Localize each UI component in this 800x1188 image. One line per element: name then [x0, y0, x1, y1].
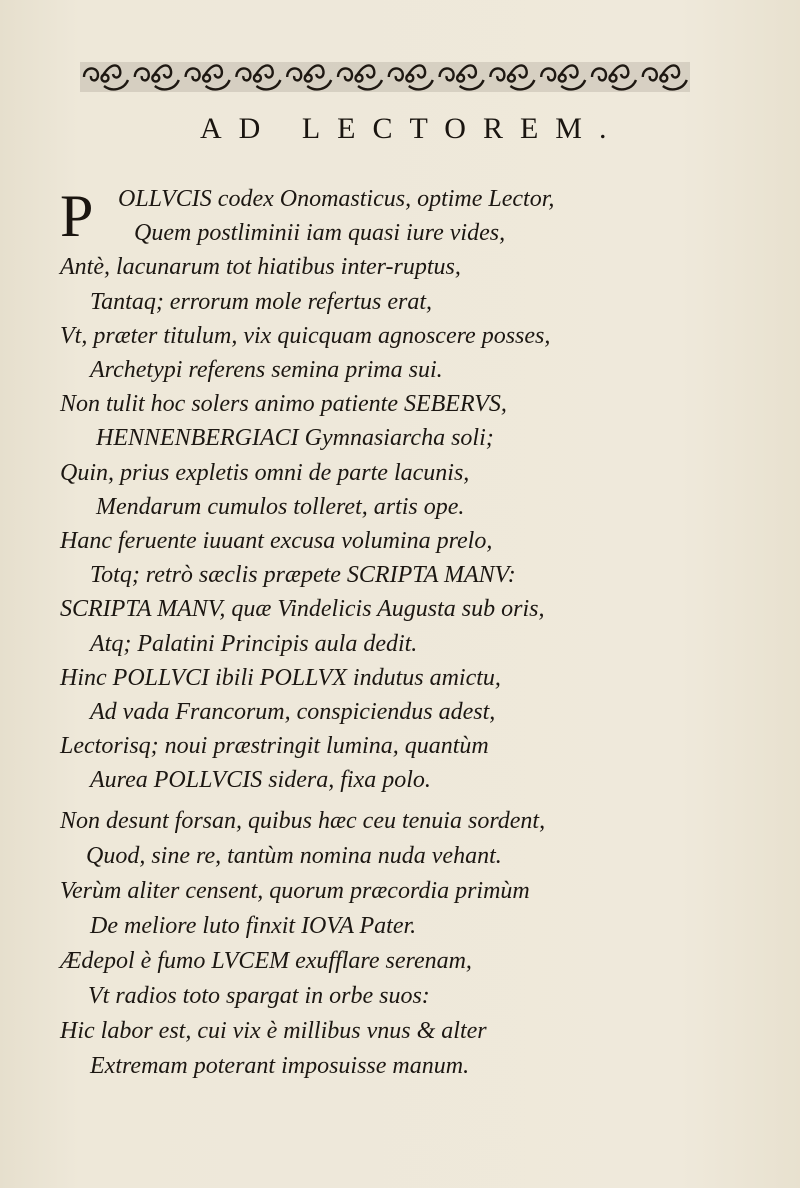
- verse-line: Quem postliminii iam quasi iure vides,: [134, 220, 506, 247]
- verse-line: Verùm aliter censent, quorum præcordia primùm: [60, 878, 530, 904]
- verse-line: Vt radios toto spargat in orbe suos:: [88, 983, 430, 1009]
- verse-line: Ad vada Francorum, conspiciendus adest,: [90, 699, 496, 725]
- drop-cap-initial: P: [60, 183, 94, 249]
- verse-line: Aurea POLLVCIS sidera, fixa polo.: [90, 767, 431, 794]
- verse-line: Non tulit hoc solers animo patiente SEBERVS,: [60, 391, 507, 418]
- verse-line: Quod, sine re, tantùm nomina nuda vehant.: [86, 843, 502, 869]
- verse-line: OLLVCIS codex Onomasticus, optime Lector,: [118, 186, 555, 212]
- verse-line: Non desunt forsan, quibus hæc ceu tenuia sordent,: [60, 808, 546, 834]
- verse-line: Totq; retrò sæclis præpete SCRIPTA MANV:: [90, 562, 516, 589]
- verse-line: Atq; Palatini Principis aula dedit.: [90, 630, 418, 657]
- page-heading: AD LECTOREM.: [200, 112, 624, 145]
- verse-line: Hic labor est, cui vix è millibus vnus & alter: [60, 1018, 487, 1044]
- verse-line: Hanc feruente iuuant excusa volumina prelo,: [60, 528, 493, 554]
- verse-line: Quin, prius expletis omni de parte lacunis,: [60, 459, 470, 486]
- verse-line: Ædepol è fumo LVCEM exufflare serenam,: [60, 948, 472, 974]
- verse-line: Archetypi referens semina prima sui.: [90, 357, 443, 383]
- verse-line: Hinc POLLVCI ibili POLLVX indutus amictu,: [60, 664, 501, 691]
- verse-line: De meliore luto finxit IOVA Pater.: [90, 913, 417, 939]
- verse-line: Vt, præter titulum, vix quicquam agnoscere posses,: [60, 322, 551, 349]
- verse-line: Extremam poterant imposuisse manum.: [90, 1053, 470, 1079]
- ornamental-border-band: [80, 58, 690, 96]
- verse-line: HENNENBERGIACI Gymnasiarcha soli;: [96, 425, 494, 452]
- verse-line: Lectorisq; noui præstringit lumina, quantùm: [60, 733, 489, 760]
- verse-line: Antè, lacunarum tot hiatibus inter-ruptus,: [60, 254, 461, 281]
- verse-line: Mendarum cumulos tolleret, artis ope.: [96, 493, 465, 520]
- verse-line: Tantaq; errorum mole refertus erat,: [90, 288, 432, 315]
- verse-line: SCRIPTA MANV, quæ Vindelicis Augusta sub oris,: [60, 596, 545, 623]
